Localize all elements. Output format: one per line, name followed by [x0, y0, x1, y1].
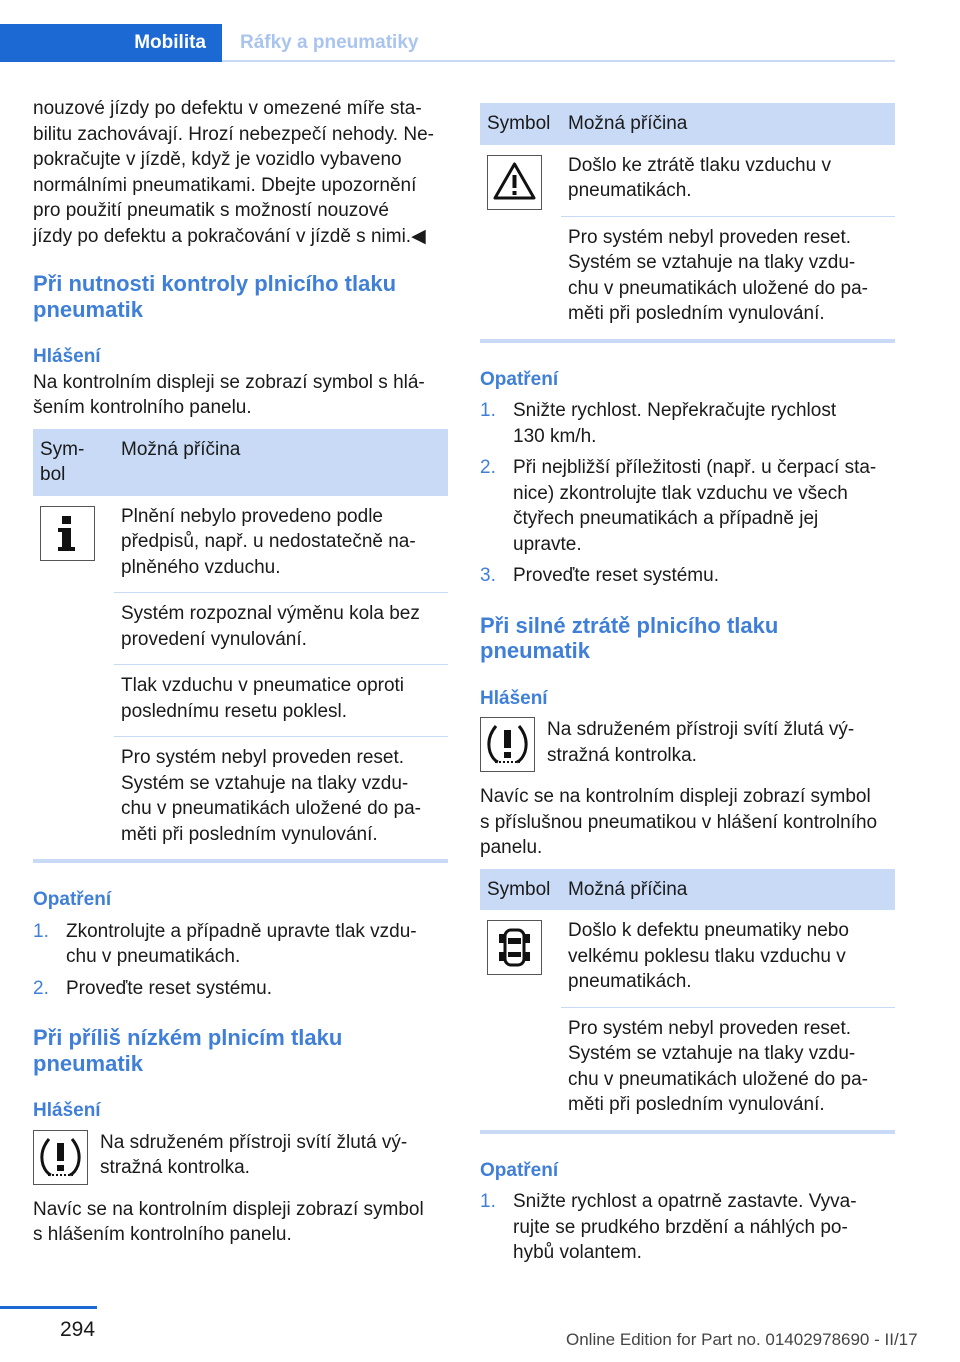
chapter-tab[interactable]: Mobilita [0, 24, 222, 62]
table-body [480, 910, 895, 1130]
cause-rows [561, 910, 895, 1130]
col-symbol-header: Symbol [487, 113, 551, 134]
symbol-cell [480, 910, 561, 1130]
table-bottom-rule [480, 339, 895, 343]
message-heading: Hlášení [33, 1100, 101, 1121]
symbol-cell [480, 145, 561, 339]
edition-note: Online Edition for Part no. 01402978690 - II/17 [566, 1330, 918, 1349]
table-row: Pro systém nebyl proveden reset. Systém se vztahuje na tlaky vzdu‐ chu v pneumatikách uložené do pa‐ měti při posledním vynulování. [568, 226, 868, 324]
table-header [33, 429, 448, 496]
section-title[interactable]: Ráfky a pneumatiky [240, 32, 419, 53]
measures-list [33, 919, 448, 1002]
page-header [0, 24, 895, 62]
section-heading-low-pressure: Při příliš nízkém plnicím tlaku pneumatik [33, 1025, 343, 1076]
tire-pressure-warning-icon [480, 717, 535, 772]
table-bottom-rule [33, 859, 448, 863]
table-body [33, 496, 448, 860]
warning-text: Na sdruženém přístroji svítí žlutá vý‐ stražná kontrolka. [547, 719, 855, 766]
header-rule [222, 60, 895, 62]
col-symbol-header: Symbol [487, 878, 551, 900]
col-cause-header: Možná příčina [568, 878, 688, 900]
section-heading-strong-loss: Při silné ztrátě plnicího tlaku pneumatik [480, 612, 779, 663]
col-symbol-header: Sym‐ bol [40, 438, 85, 485]
list-item: 1. Snižte rychlost a opatrně zastavte. Vyva‐ rujte se prudkého brzdění a náhlých po‐ hybů volantem. [480, 1191, 857, 1263]
intro-paragraph: nouzové jízdy po defektu v omezené míře sta‐ bilitu zachovávají. Hrozí nebezpečí nehody. Ne‐ pokračujte v jízdě, když je vozidlo vybaveno normálními pneumatikami. Dbejte upozornění pro použití pneumatik s možností nouzové jízdy po defektu a pokračování v jízdě s nimi.◀ [33, 98, 434, 247]
measures-heading: Opatření [480, 1159, 559, 1181]
table-row: Tlak vzduchu v pneumatice oproti poslednímu resetu poklesl. [114, 665, 448, 737]
message-text: Na kontrolním displeji se zobrazí symbol s hlá‐ šením kontrolního panelu. [33, 371, 425, 418]
left-column [33, 96, 448, 1248]
table-header [480, 103, 895, 145]
message-heading: Hlášení [33, 346, 101, 367]
section-heading-check-pressure: Při nutnosti kontroly plnicího tlaku pneumatik [33, 271, 397, 322]
message-heading: Hlášení [480, 687, 548, 709]
measures-heading: Opatření [33, 889, 112, 910]
table-row: Pro systém nebyl proveden reset. Systém se vztahuje na tlaky vzdu‐ chu v pneumatikách uložené do pa‐ měti při posledním vynulování. [568, 1017, 868, 1115]
list-item: 1. Snižte rychlost. Nepřekračujte rychlost 130 km/h. [480, 400, 837, 447]
table-row: Plnění nebylo provedeno podle předpisů, např. u nedostatečně na‐ plněného vzduchu. [114, 496, 448, 594]
warning-message [480, 717, 895, 772]
table-body [480, 145, 895, 339]
list-item: 3. Proveďte reset systému. [480, 565, 719, 586]
list-item: 1. Zkontrolujte a případně upravte tlak vzdu‐ chu v pneumatikách. [33, 920, 417, 967]
symbol-table-right-1 [480, 103, 895, 343]
table-row: Došlo ke ztrátě tlaku vzduchu v pneumatikách. [561, 145, 895, 217]
measures-list [480, 1189, 895, 1266]
table-bottom-rule [480, 1130, 895, 1134]
footer-rule [0, 1306, 97, 1309]
cause-rows [114, 496, 448, 860]
page-number: 294 [60, 1318, 96, 1341]
after-paragraph: Navíc se na kontrolním displeji zobrazí symbol s příslušnou pneumatikou v hlášení kontrolního panelu. [480, 786, 878, 858]
cause-rows [561, 145, 895, 339]
symbol-cell [33, 496, 114, 860]
list-item: 2. Proveďte reset systému. [33, 977, 272, 999]
measures-heading: Opatření [480, 368, 559, 390]
after-paragraph: Navíc se na kontrolním displeji zobrazí symbol s hlášením kontrolního panelu. [33, 1198, 424, 1245]
symbol-table-right-2 [480, 869, 895, 1134]
right-column [480, 103, 895, 1266]
measures-list [480, 398, 895, 589]
warning-text: Na sdruženém přístroji svítí žlutá vý‐ stražná kontrolka. [100, 1131, 408, 1178]
car-tire-defect-icon [487, 920, 542, 975]
table-row: Došlo k defektu pneumatiky nebo velkému poklesu tlaku vzduchu v pneumatikách. [561, 910, 895, 1008]
col-cause-header: Možná příčina [568, 113, 688, 134]
warning-message [33, 1130, 448, 1185]
table-header [480, 869, 895, 911]
list-item: 2. Při nejbližší příležitosti (např. u čerpací sta‐ nice) zkontrolujte tlak vzduchu ve všech čtyřech pneumatikách a případně jej upravte. [480, 457, 877, 555]
symbol-table-left [33, 429, 448, 864]
col-cause-header: Možná příčina [121, 438, 241, 460]
table-row: Pro systém nebyl proveden reset. Systém se vztahuje na tlaky vzdu‐ chu v pneumatikách uložené do pa‐ měti při posledním vynulování. [121, 747, 421, 845]
info-icon [40, 506, 95, 561]
warning-triangle-icon [487, 155, 542, 210]
tire-pressure-warning-icon [33, 1130, 88, 1185]
table-row: Systém rozpoznal výměnu kola bez provedení vynulování. [114, 593, 448, 665]
